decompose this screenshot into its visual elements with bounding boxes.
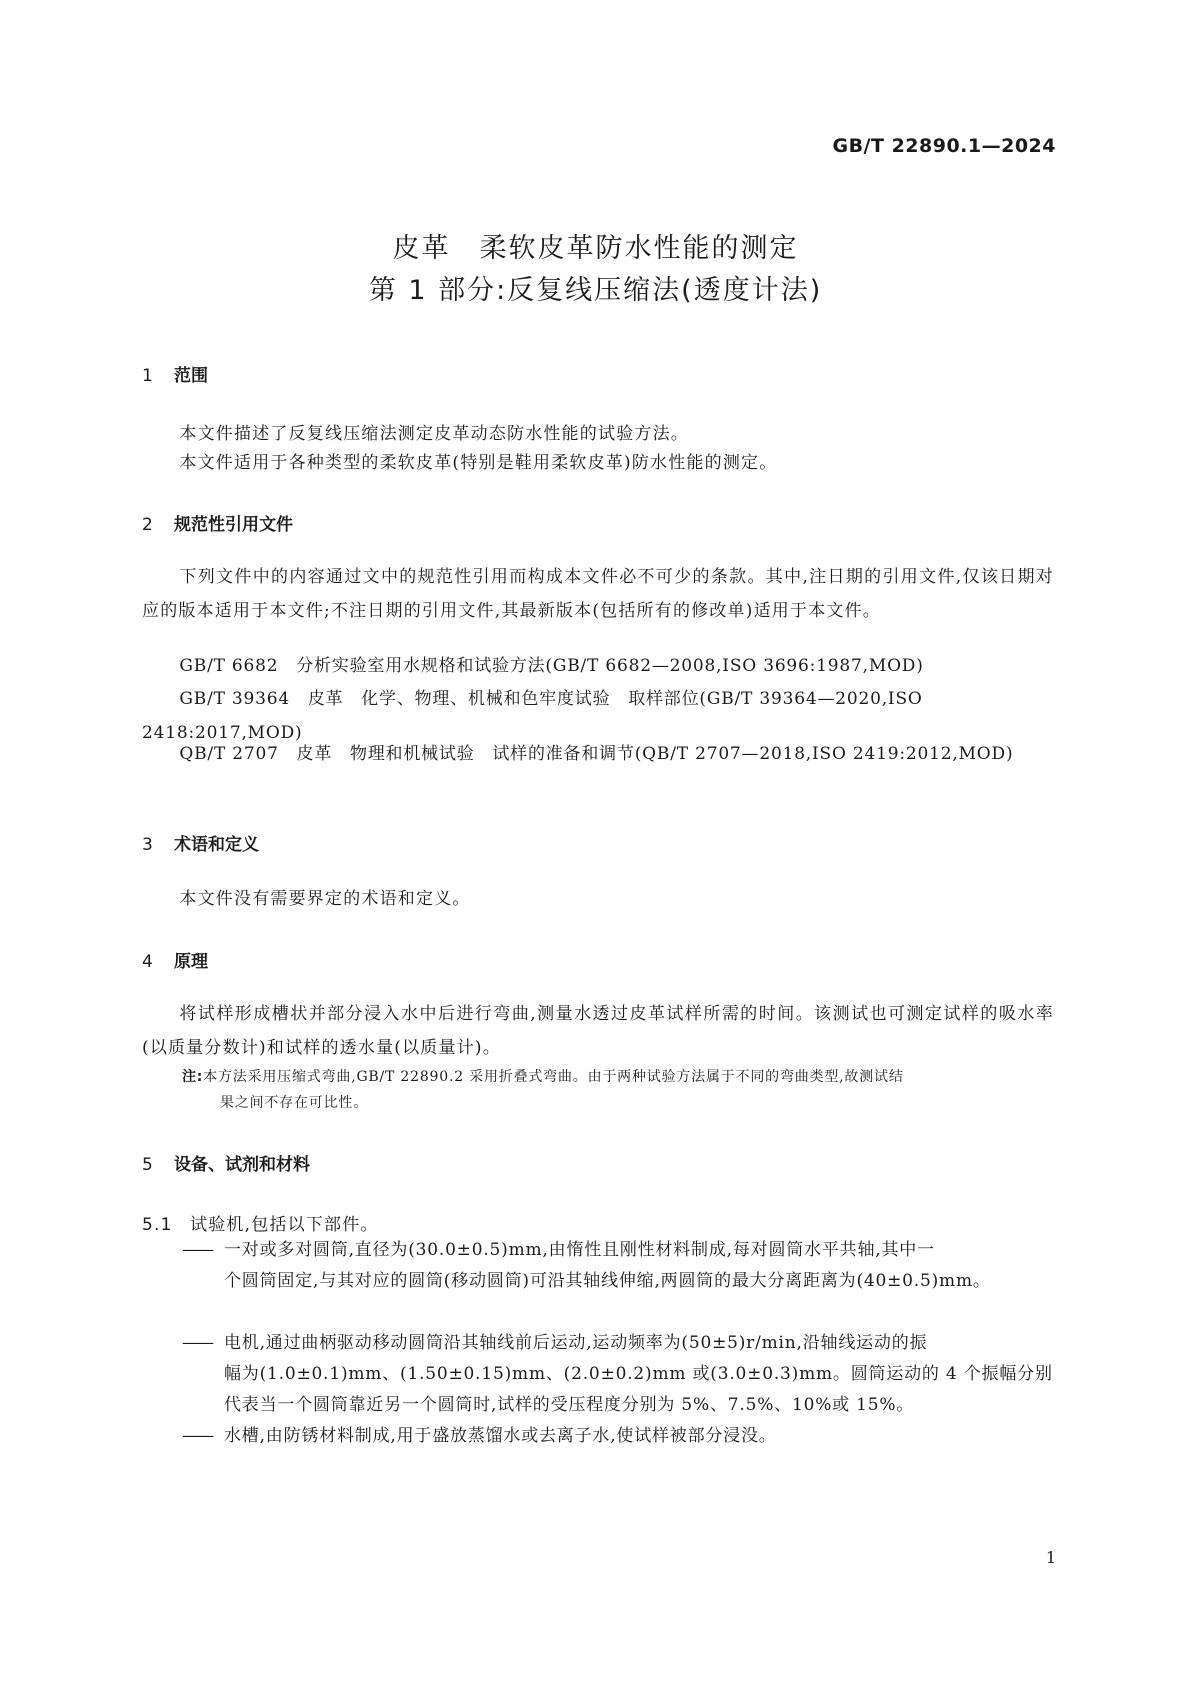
section-number: 4	[142, 952, 153, 972]
section-title: 原理	[174, 952, 208, 972]
section-number: 3	[142, 835, 153, 855]
dash-mark: ——	[182, 1333, 212, 1353]
document-title-line1: 皮革 柔软皮革防水性能的测定	[392, 233, 799, 264]
section-number: 2	[142, 515, 153, 535]
list-item	[182, 1235, 1054, 1297]
list-item-first-line: 电机,通过曲柄驱动移动圆筒沿其轴线前后运动,运动频率为(50±5)r/min,沿轴线运动的振	[224, 1333, 928, 1353]
list-item-first-line: 水槽,由防锈材料制成,用于盛放蒸馏水或去离子水,使试样被部分浸没。	[224, 1426, 777, 1446]
note	[182, 1064, 1054, 1116]
reference-item: QB/T 2707 皮革 物理和机械试验 试样的准备和调节(QB/T 2707—2018,ISO 2419:2012,MOD)	[179, 744, 1014, 764]
list-item-continuation: 个圆筒固定,与其对应的圆筒(移动圆筒)可沿其轴线伸缩,两圆筒的最大分离距离为(40±0.5)mm。	[224, 1271, 991, 1291]
paragraph: 本文件适用于各种类型的柔软皮革(特别是鞋用柔软皮革)防水性能的测定。	[179, 453, 778, 473]
list-item	[182, 1328, 1054, 1421]
list-item	[182, 1421, 1054, 1452]
list-item-continuation: 幅为(1.0±0.1)mm、(1.50±0.15)mm、(2.0±0.2)mm 或(3.0±0.3)mm。圆筒运动的 4 个振幅分别代表当一个圆筒靠近另一个圆筒时,试样的受压程度分别为 5%、7.5%、10%或 15%。	[224, 1364, 1053, 1415]
paragraph: 本文件没有需要界定的术语和定义。	[179, 889, 471, 909]
standard-number: GB/T 22890.1—2024	[832, 135, 1056, 157]
section-number: 5	[142, 1155, 153, 1175]
page-number: 1	[1045, 1548, 1056, 1567]
section-title: 范围	[174, 366, 208, 386]
dash-mark: ——	[182, 1426, 212, 1446]
section-title: 规范性引用文件	[174, 515, 293, 535]
document-title-line2: 第 1 部分:反复线压缩法(透度计法)	[368, 275, 823, 306]
paragraph: 本文件描述了反复线压缩法测定皮革动态防水性能的试验方法。	[179, 424, 689, 444]
subclause-5-1	[142, 1210, 379, 1235]
subclause-number: 5.1	[142, 1215, 173, 1235]
section-heading-terms	[142, 830, 259, 855]
dash-mark: ——	[182, 1240, 212, 1260]
note-text-line2: 果之间不存在可比性。	[220, 1095, 368, 1111]
note-text-line1: 本方法采用压缩式弯曲,GB/T 22890.2 采用折叠式弯曲。由于两种试验方法属于不同的弯曲类型,故测试结	[203, 1069, 904, 1085]
section-title: 设备、试剂和材料	[174, 1155, 310, 1175]
section-heading-principle	[142, 947, 208, 972]
paragraph: 将试样形成槽状并部分浸入水中后进行弯曲,测量水透过皮革试样所需的时间。该测试也可测定试样的吸水率(以质量分数计)和试样的透水量(以质量计)。	[142, 1004, 1054, 1058]
reference-item: GB/T 6682 分析实验室用水规格和试验方法(GB/T 6682—2008,ISO 3696:1987,MOD)	[179, 656, 924, 676]
section-number: 1	[142, 366, 153, 386]
subclause-text: 试验机,包括以下部件。	[190, 1215, 379, 1235]
section-heading-normative-references	[142, 510, 293, 535]
list-item-first-line: 一对或多对圆筒,直径为(30.0±0.5)mm,由惰性且刚性材料制成,每对圆筒水平共轴,其中一	[224, 1240, 935, 1260]
section-heading-scope	[142, 361, 208, 386]
note-label: 注:	[182, 1069, 204, 1085]
section-title: 术语和定义	[174, 835, 259, 855]
paragraph: 下列文件中的内容通过文中的规范性引用而构成本文件必不可少的条款。其中,注日期的引用文件,仅该日期对应的版本适用于本文件;不注日期的引用文件,其最新版本(包括所有的修改单)适用于本文件。	[142, 567, 1054, 621]
section-heading-apparatus	[142, 1150, 310, 1175]
reference-item: GB/T 39364 皮革 化学、物理、机械和色牢度试验 取样部位(GB/T 39364—2020,ISO 2418:2017,MOD)	[142, 689, 923, 743]
